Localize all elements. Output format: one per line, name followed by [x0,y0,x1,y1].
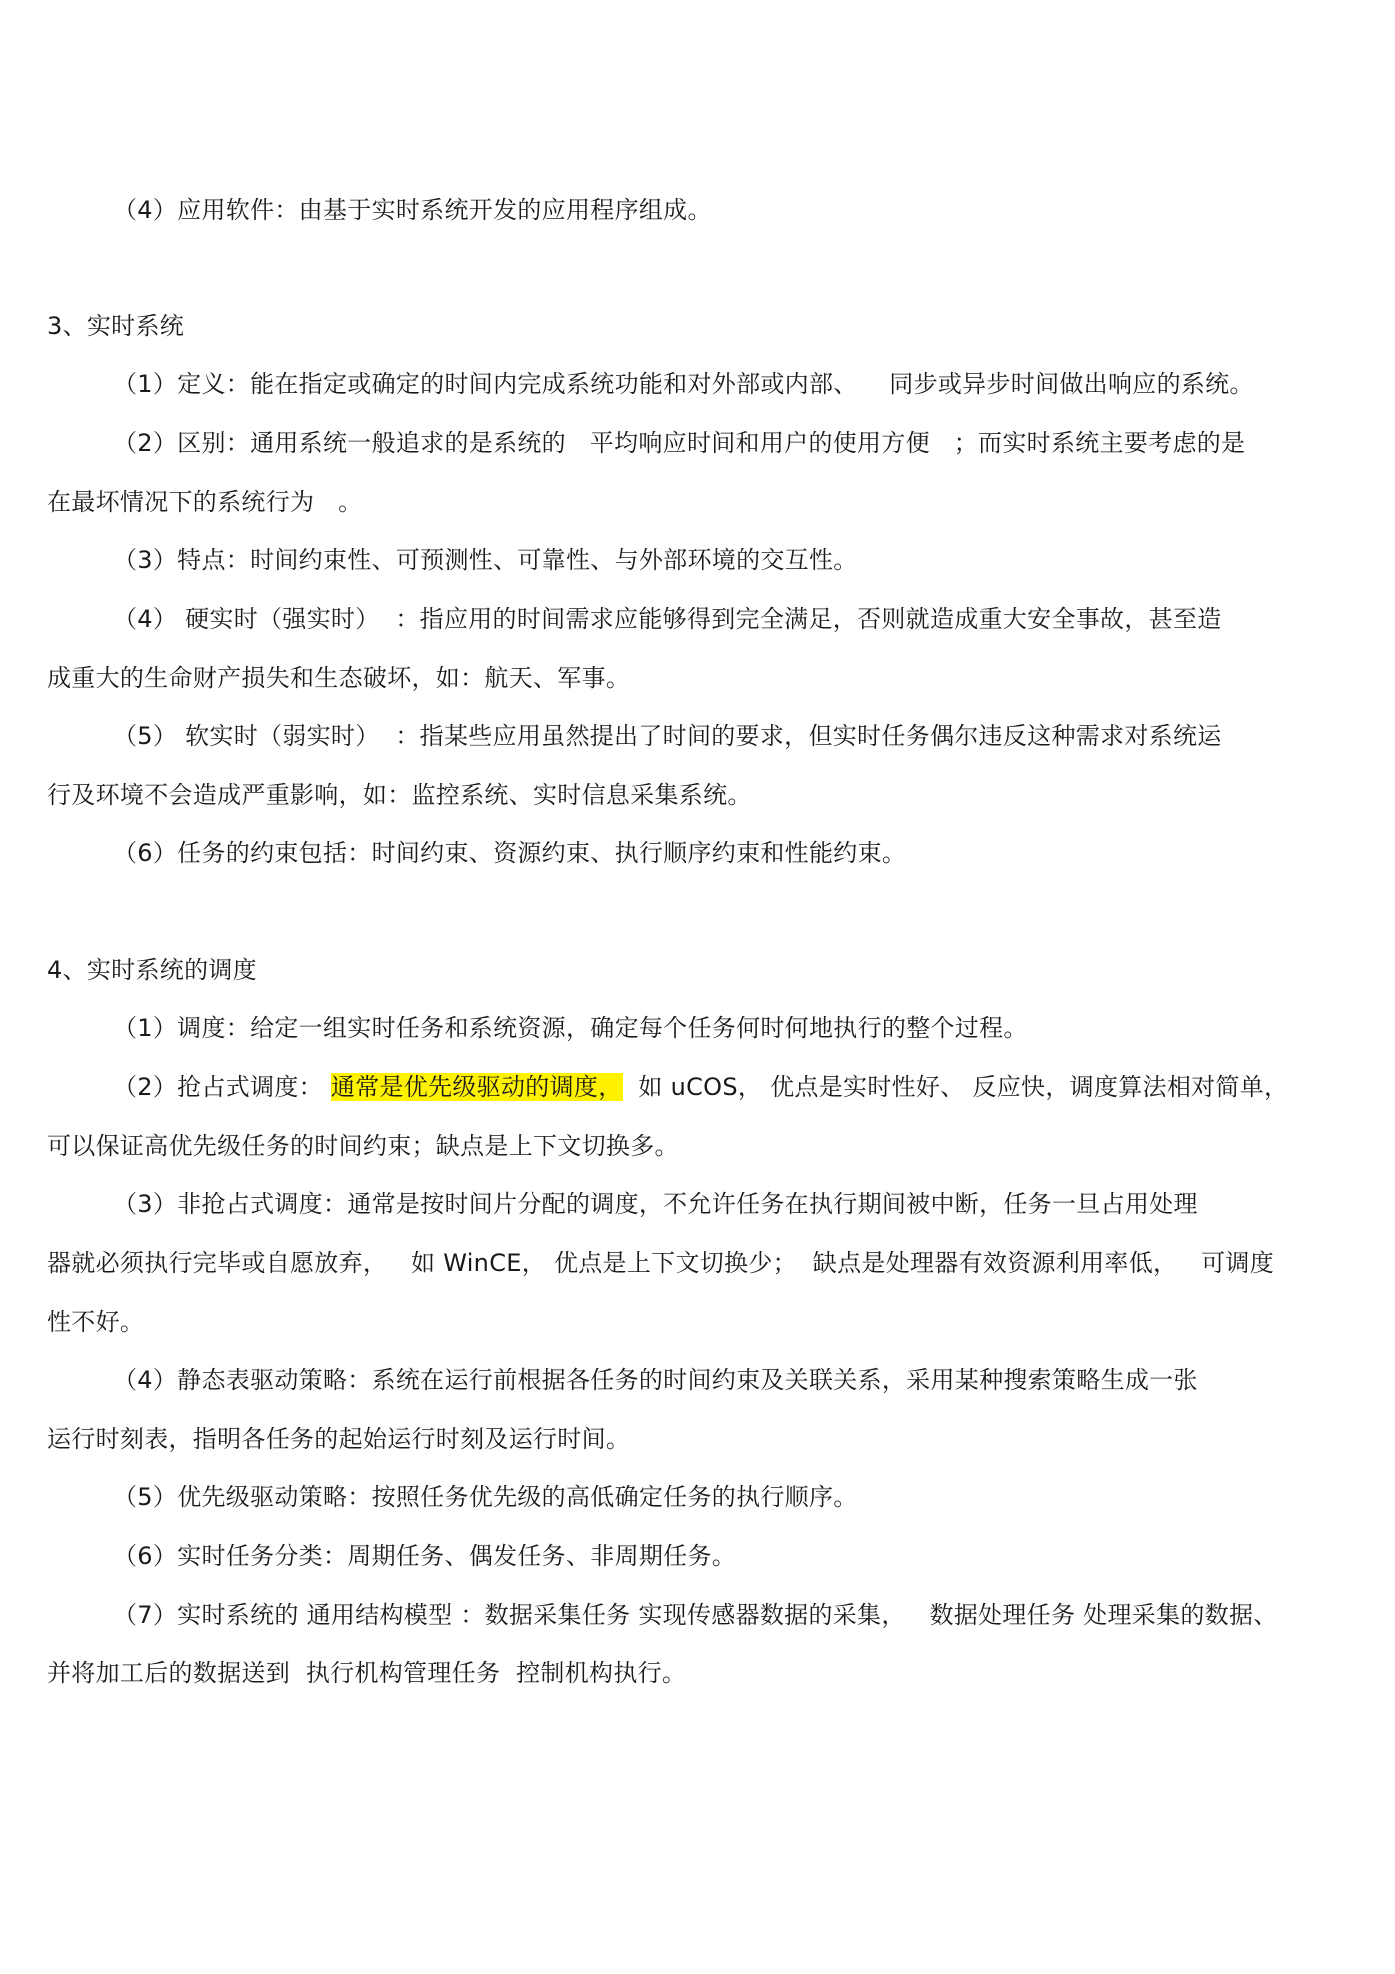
preemptive-label: （2）抢占式调度： [113,1073,331,1101]
paragraph-soft-realtime: （5） 软实时（弱实时） ：指某些应用虽然提出了时间的要求，但实时任务偶尔违反这种需求对系统运 [113,722,1222,750]
paragraph-scheduling: （1）调度：给定一组实时任务和系统资源，确定每个任务何时何地执行的整个过程。 [113,1014,1028,1042]
paragraph-hard-realtime-cont: 成重大的生命财产损失和生态破坏，如：航天、军事。 [47,664,631,692]
section-heading-realtime-system: 3、实时系统 [47,312,185,340]
paragraph-preemptive-cont: 可以保证高优先级任务的时间约束；缺点是上下文切换多。 [47,1132,679,1160]
paragraph-nonpreemptive-cont: 器就必须执行完毕或自愿放弃， 如 WinCE， 优点是上下文切换少； 缺点是处理器有效资源利用率低， 可调度 [47,1249,1274,1277]
paragraph-static-table-cont: 运行时刻表，指明各任务的起始运行时刻及运行时间。 [47,1425,631,1453]
paragraph-definition: （1）定义：能在指定或确定的时间内完成系统功能和对外部或内部、 同步或异步时间做出响应的系统。 [113,370,1254,398]
paragraph-static-table: （4）静态表驱动策略：系统在运行前根据各任务的时间约束及关联关系，采用某种搜索策略生成一张 [113,1366,1198,1394]
paragraph-difference: （2）区别：通用系统一般追求的是系统的 平均响应时间和用户的使用方便 ；而实时系统主要考虑的是 [113,429,1246,457]
paragraph-task-constraints: （6）任务的约束包括：时间约束、资源约束、执行顺序约束和性能约束。 [113,839,907,867]
paragraph-structure-model: （7）实时系统的 通用结构模型 ：数据采集任务 实现传感器数据的采集， 数据处理任务 处理采集的数据、 [113,1601,1278,1629]
paragraph-soft-realtime-cont: 行及环境不会造成严重影响，如：监控系统、实时信息采集系统。 [47,781,752,809]
paragraph-structure-model-cont: 并将加工后的数据送到 执行机构管理任务 控制机构执行。 [47,1659,687,1687]
paragraph-difference-cont: 在最坏情况下的系统行为 。 [47,488,363,516]
paragraph-preemptive [113,1071,1288,1103]
paragraph-hard-realtime: （4） 硬实时（强实时） ：指应用的时间需求应能够得到完全满足，否则就造成重大安全事故，甚至造 [113,605,1222,633]
highlighted-text: 通常是优先级驱动的调度， [330,1073,623,1101]
preemptive-rest: 如 uCOS， 优点是实时性好、 反应快，调度算法相对简单， [622,1073,1289,1101]
paragraph-features: （3）特点：时间约束性、可预测性、可靠性、与外部环境的交互性。 [113,546,858,574]
paragraph-task-classification: （6）实时任务分类：周期任务、偶发任务、非周期任务。 [113,1542,737,1570]
paragraph-application-software: （4）应用软件：由基于实时系统开发的应用程序组成。 [113,196,712,224]
paragraph-priority-driven: （5）优先级驱动策略：按照任务优先级的高低确定任务的执行顺序。 [113,1483,858,1511]
paragraph-nonpreemptive: （3）非抢占式调度：通常是按时间片分配的调度，不允许任务在执行期间被中断，任务一旦占用处理 [113,1190,1198,1218]
section-heading-scheduling: 4、实时系统的调度 [47,956,257,984]
paragraph-nonpreemptive-cont2: 性不好。 [47,1308,145,1336]
